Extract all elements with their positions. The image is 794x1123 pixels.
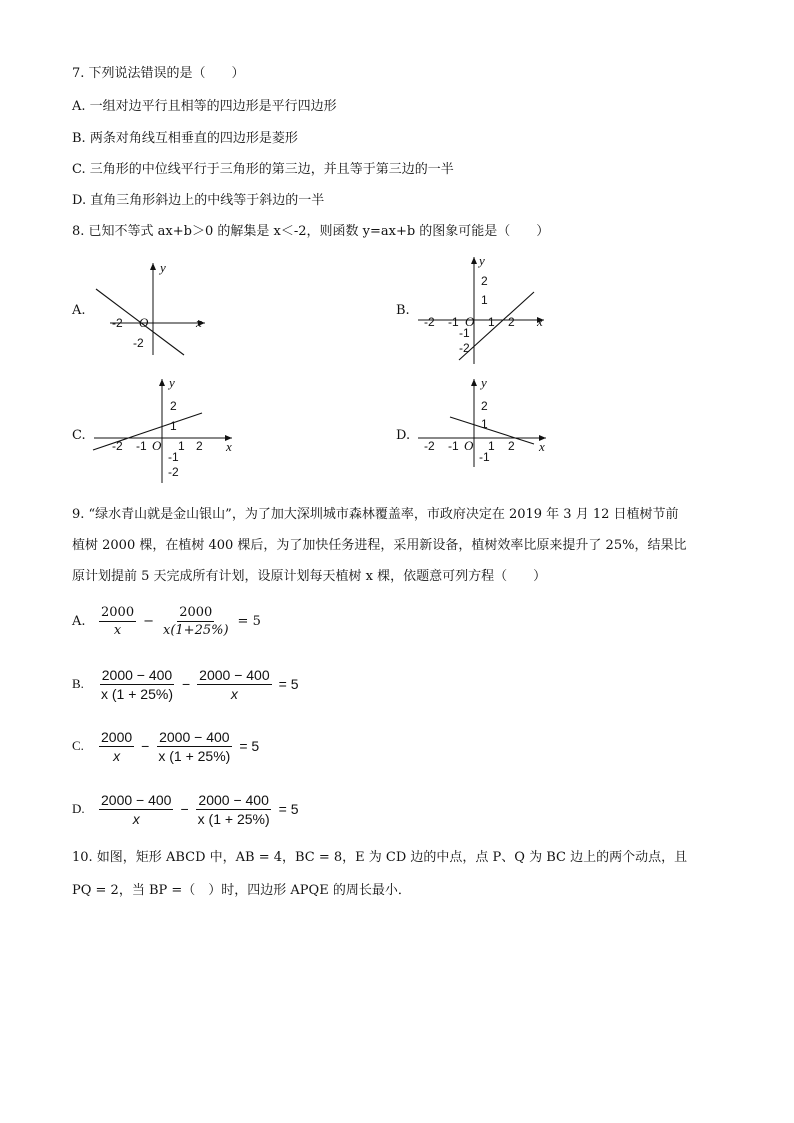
q9-line-2: 植树 2000 棵，在植树 400 棵后，为了加快任务进程，采用新设备，植树效率比原来提升了 25%，结果比	[72, 538, 687, 553]
graph-c-ytick-n2: -2	[168, 465, 179, 479]
frac-num: 2000	[101, 728, 133, 745]
graph-d-ytick-1: 1	[481, 417, 488, 431]
frac-den: x (1 + 25%)	[101, 685, 173, 702]
frac-num: 2000 − 400	[101, 666, 173, 683]
graph-c-xtick-2: 2	[196, 439, 203, 453]
frac-den: x	[113, 622, 122, 638]
graph-b-ytick-n1: -1	[459, 326, 470, 340]
q9-line-1: 9. “绿水青山就是金山银山”，为了加大深圳城市森林覆盖率，市政府决定在 2019 年 3 月 12 日植树节前	[72, 507, 679, 522]
graph-a-origin: O	[139, 315, 149, 330]
q8-graph-c	[90, 373, 240, 488]
q8-graph-d	[416, 373, 556, 473]
graph-c-origin: O	[152, 438, 162, 453]
q9-option-b	[72, 664, 303, 704]
frac-num: 2000 − 400	[199, 666, 270, 683]
graph-b-xtick-1: 1	[488, 315, 495, 329]
q7-stem: 7. 下列说法错误的是（ ）	[72, 66, 245, 81]
q9-label-d: D.	[72, 801, 85, 816]
graph-a-x-label: x	[196, 315, 202, 330]
graph-c-x-label: x	[226, 439, 232, 454]
graph-d-x-label: x	[539, 439, 545, 454]
graph-c-xtick-1: 1	[178, 439, 185, 453]
q10-line-2: PQ = 2，当 BP =（ ）时，四边形 APQE 的周长最小．	[72, 883, 411, 898]
frac-den: x	[230, 685, 238, 702]
graph-d-xtick-n1: -1	[448, 439, 459, 453]
q8-graph-b	[416, 252, 556, 367]
graph-c-ytick-n1: -1	[168, 450, 179, 464]
q9-label-b: B.	[72, 676, 84, 691]
frac-num: 2000	[101, 604, 135, 620]
graph-b-xtick-n1: -1	[448, 315, 459, 329]
q8-label-b: B.	[396, 303, 410, 318]
minus-sign: −	[143, 613, 154, 629]
minus-sign: −	[141, 738, 150, 754]
graph-b-ytick-1: 1	[481, 293, 488, 307]
graph-b-ytick-n2: -2	[459, 341, 470, 355]
frac-den: x	[132, 810, 140, 827]
q10-line-1: 10. 如图，矩形 ABCD 中，AB = 4，BC = 8，E 为 CD 边的中点，点 P、Q 为 BC 边上的两个动点，且	[72, 850, 688, 865]
q8-stem: 8. 已知不等式 ax+b＞0 的解集是 x＜-2，则函数 y=ax+b 的图象可能是（ ）	[72, 224, 550, 239]
q9-label-c: C.	[72, 738, 84, 753]
frac-den: x (1 + 25%)	[158, 747, 231, 764]
frac-num: 2000	[179, 604, 213, 620]
graph-d-xtick-1: 1	[488, 439, 495, 453]
q7-option-a: A. 一组对边平行且相等的四边形是平行四边形	[72, 99, 337, 114]
q8-label-c: C.	[72, 428, 86, 443]
graph-a-y-label: y	[160, 260, 166, 275]
q8-graph-a	[90, 255, 220, 360]
q9-line-3: 原计划提前 5 天完成所有计划，设原计划每天植树 x 棵，依题意可列方程（ ）	[72, 569, 547, 584]
q8-label-a: A.	[72, 303, 86, 318]
equals-five: = 5	[278, 676, 299, 692]
graph-d-xtick-2: 2	[508, 439, 515, 453]
graph-d-origin: O	[464, 438, 474, 453]
graph-c-xtick-n2: -2	[112, 439, 123, 453]
graph-c-line	[93, 413, 202, 450]
graph-c-xtick-n1: -1	[136, 439, 147, 453]
frac-den: x	[113, 747, 121, 764]
frac-num: 2000 − 400	[159, 728, 230, 745]
graph-d-y-label: y	[481, 375, 487, 390]
q7-option-c: C. 三角形的中位线平行于三角形的第三边，并且等于第三边的一半	[72, 162, 454, 177]
frac-num: 2000 − 400	[101, 791, 172, 808]
frac-num: 2000 − 400	[198, 791, 269, 808]
graph-b-y-label: y	[479, 253, 485, 268]
graph-a-xtick: -2	[112, 316, 123, 330]
graph-b-x-label: x	[537, 314, 543, 329]
graph-d-ytick-n1: -1	[479, 450, 490, 464]
graph-b-xtick-n2: -2	[424, 315, 435, 329]
q9-label-a: A.	[72, 613, 86, 629]
graph-b-xtick-2: 2	[508, 315, 515, 329]
graph-d-ytick-2: 2	[481, 399, 488, 413]
q9-option-a	[72, 601, 265, 641]
equals-five: = 5	[278, 801, 299, 817]
equals-five: = 5	[237, 613, 261, 629]
graph-c-ytick-1: 1	[170, 419, 177, 433]
graph-a-ytick: -2	[133, 336, 144, 350]
graph-d-xtick-n2: -2	[424, 439, 435, 453]
graph-b-ytick-2: 2	[481, 274, 488, 288]
frac-den: x (1 + 25%)	[197, 810, 270, 827]
minus-sign: −	[180, 801, 189, 817]
q7-option-b: B. 两条对角线互相垂直的四边形是菱形	[72, 131, 298, 146]
equals-five: = 5	[239, 738, 260, 754]
graph-c-ytick-2: 2	[170, 399, 177, 413]
q7-option-d: D. 直角三角形斜边上的中线等于斜边的一半	[72, 193, 325, 208]
minus-sign: −	[181, 676, 191, 692]
frac-den: x(1+25%)	[163, 622, 229, 638]
graph-c-y-label: y	[169, 375, 175, 390]
q8-label-d: D.	[396, 428, 411, 443]
q9-option-d	[72, 789, 303, 829]
graph-b-origin: O	[465, 314, 475, 329]
q9-option-c	[72, 726, 263, 766]
